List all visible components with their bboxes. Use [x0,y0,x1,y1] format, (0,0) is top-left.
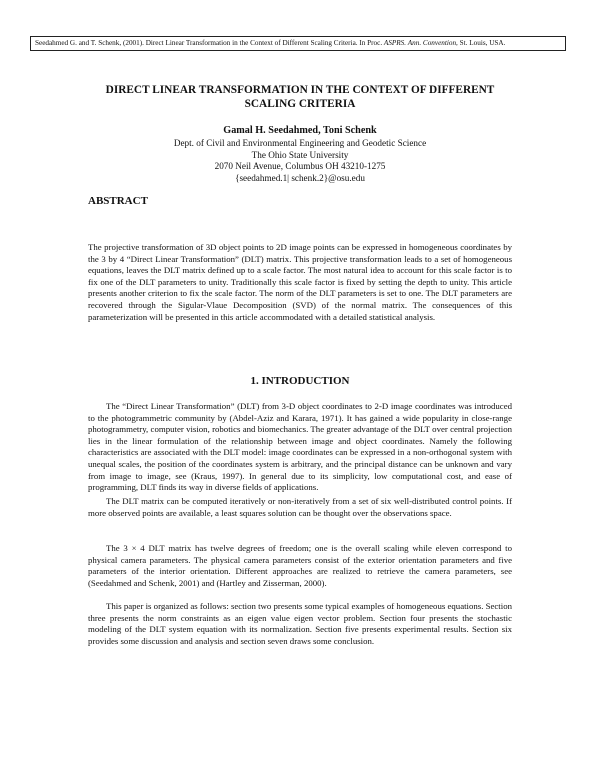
affiliation-university: The Ohio State University [251,149,349,160]
paper-title-line-1: DIRECT LINEAR TRANSFORMATION IN THE CONTEXT OF DIFFERENT [105,84,495,96]
abstract-text: The projective transformation of 3D object points to 2D image points can be expressed in homogeneous coordinates by the 3 by 4 “Direct Linear Transformation” (DLT) matrix. This projective transformation leads to a set of homogeneous equations, leaves the DLT matrix defined up to a scale factor. The most natural idea to account for this scale factor is to fix one of the DLT parameters to unity. Traditionally this scale factor is fixed by setting the depth to unity. This article presents another criterion to fix the scale factor. The norm of the DLT parameters is set to one. The DLT parameters are recovered through the Sigular-Vlaue Decomposition (SVD) of the normal matrix. The consequences of this parameterization will be presented in this article accommodated with a detailed statistical analysis. [88,242,512,322]
affiliation-address: 2070 Neil Avenue, Columbus OH 43210-1275 [214,161,386,172]
citation-suffix: St. Louis, USA. [457,39,506,47]
intro-paragraph-3: The 3 × 4 DLT matrix has twelve degrees of freedom; one is the overall scaling while eleven correspond to physical camera parameters. The physical camera parameters consist of the exterior orientation parameters and five parameters of the interior orientation. Different approaches are realized to retrieve the camera parameters, see (Seedahmed and Schenk, 2001) and (Hartley and Zisserman, 2000). [88,543,512,588]
citation-venue: ASPRS. Ann. Convention, [383,39,458,47]
paper-title [60,83,540,111]
abstract-heading: ABSTRACT [88,195,148,207]
authors: Gamal H. Seedahmed, Toni Schenk [223,125,377,136]
citation-header [30,36,566,51]
paper-title-line-2: SCALING CRITERIA [244,98,356,110]
affiliation-email: {seedahmed.1| schenk.2}@osu.edu [235,172,365,183]
affiliation-department: Dept. of Civil and Environmental Engineering and Geodetic Science [173,138,427,148]
intro-paragraph-4: This paper is organized as follows: section two presents some typical examples of homogeneous equations. Section three presents the norm constraints as an eigen value eigen vector problem. Section four presents the stochastic modeling of the DLT system equation with its normalization. Section five presents experimental results. Section six provides some discussion and analysis and section seven draws some conclusion. [88,601,512,646]
intro-paragraph-2: The DLT matrix can be computed iteratively or non-iteratively from a set of six well-distributed control points. If more observed points are available, a least squares solution can be thought over the observations space. [88,496,512,518]
citation-prefix: Seedahmed G. and T. Schenk, (2001). Direct Linear Transformation in the Context of Different Scaling Criteria. In Proc. [35,39,384,47]
affiliation [60,138,540,184]
introduction-heading: 1. INTRODUCTION [250,375,350,387]
intro-paragraph-1: The “Direct Linear Transformation” (DLT) from 3-D object coordinates to 2-D image coordinates was introduced to the photogrammetric community by (Abdel-Aziz and Karara, 1971). It has gained a wide popularity in close-range photogrammetry, computer vision, robotics and biomechanics. The greater advantage of the DLT over central projection lies in the linear formulation of the relationship between image and object coordinates. Namely the following characteristics are associated with the DLT model: image coordinates can be expressed in a non-orthogonal system with unequal scales, the position of the coordinates system is arbitrary, and the principal distance can be unknown and vary from image to image, see (Kraus, 1997). In general due to its simplicity, low computational cost, and ease of programming, DLT finds its way in diverse fields of applications. [88,401,512,493]
